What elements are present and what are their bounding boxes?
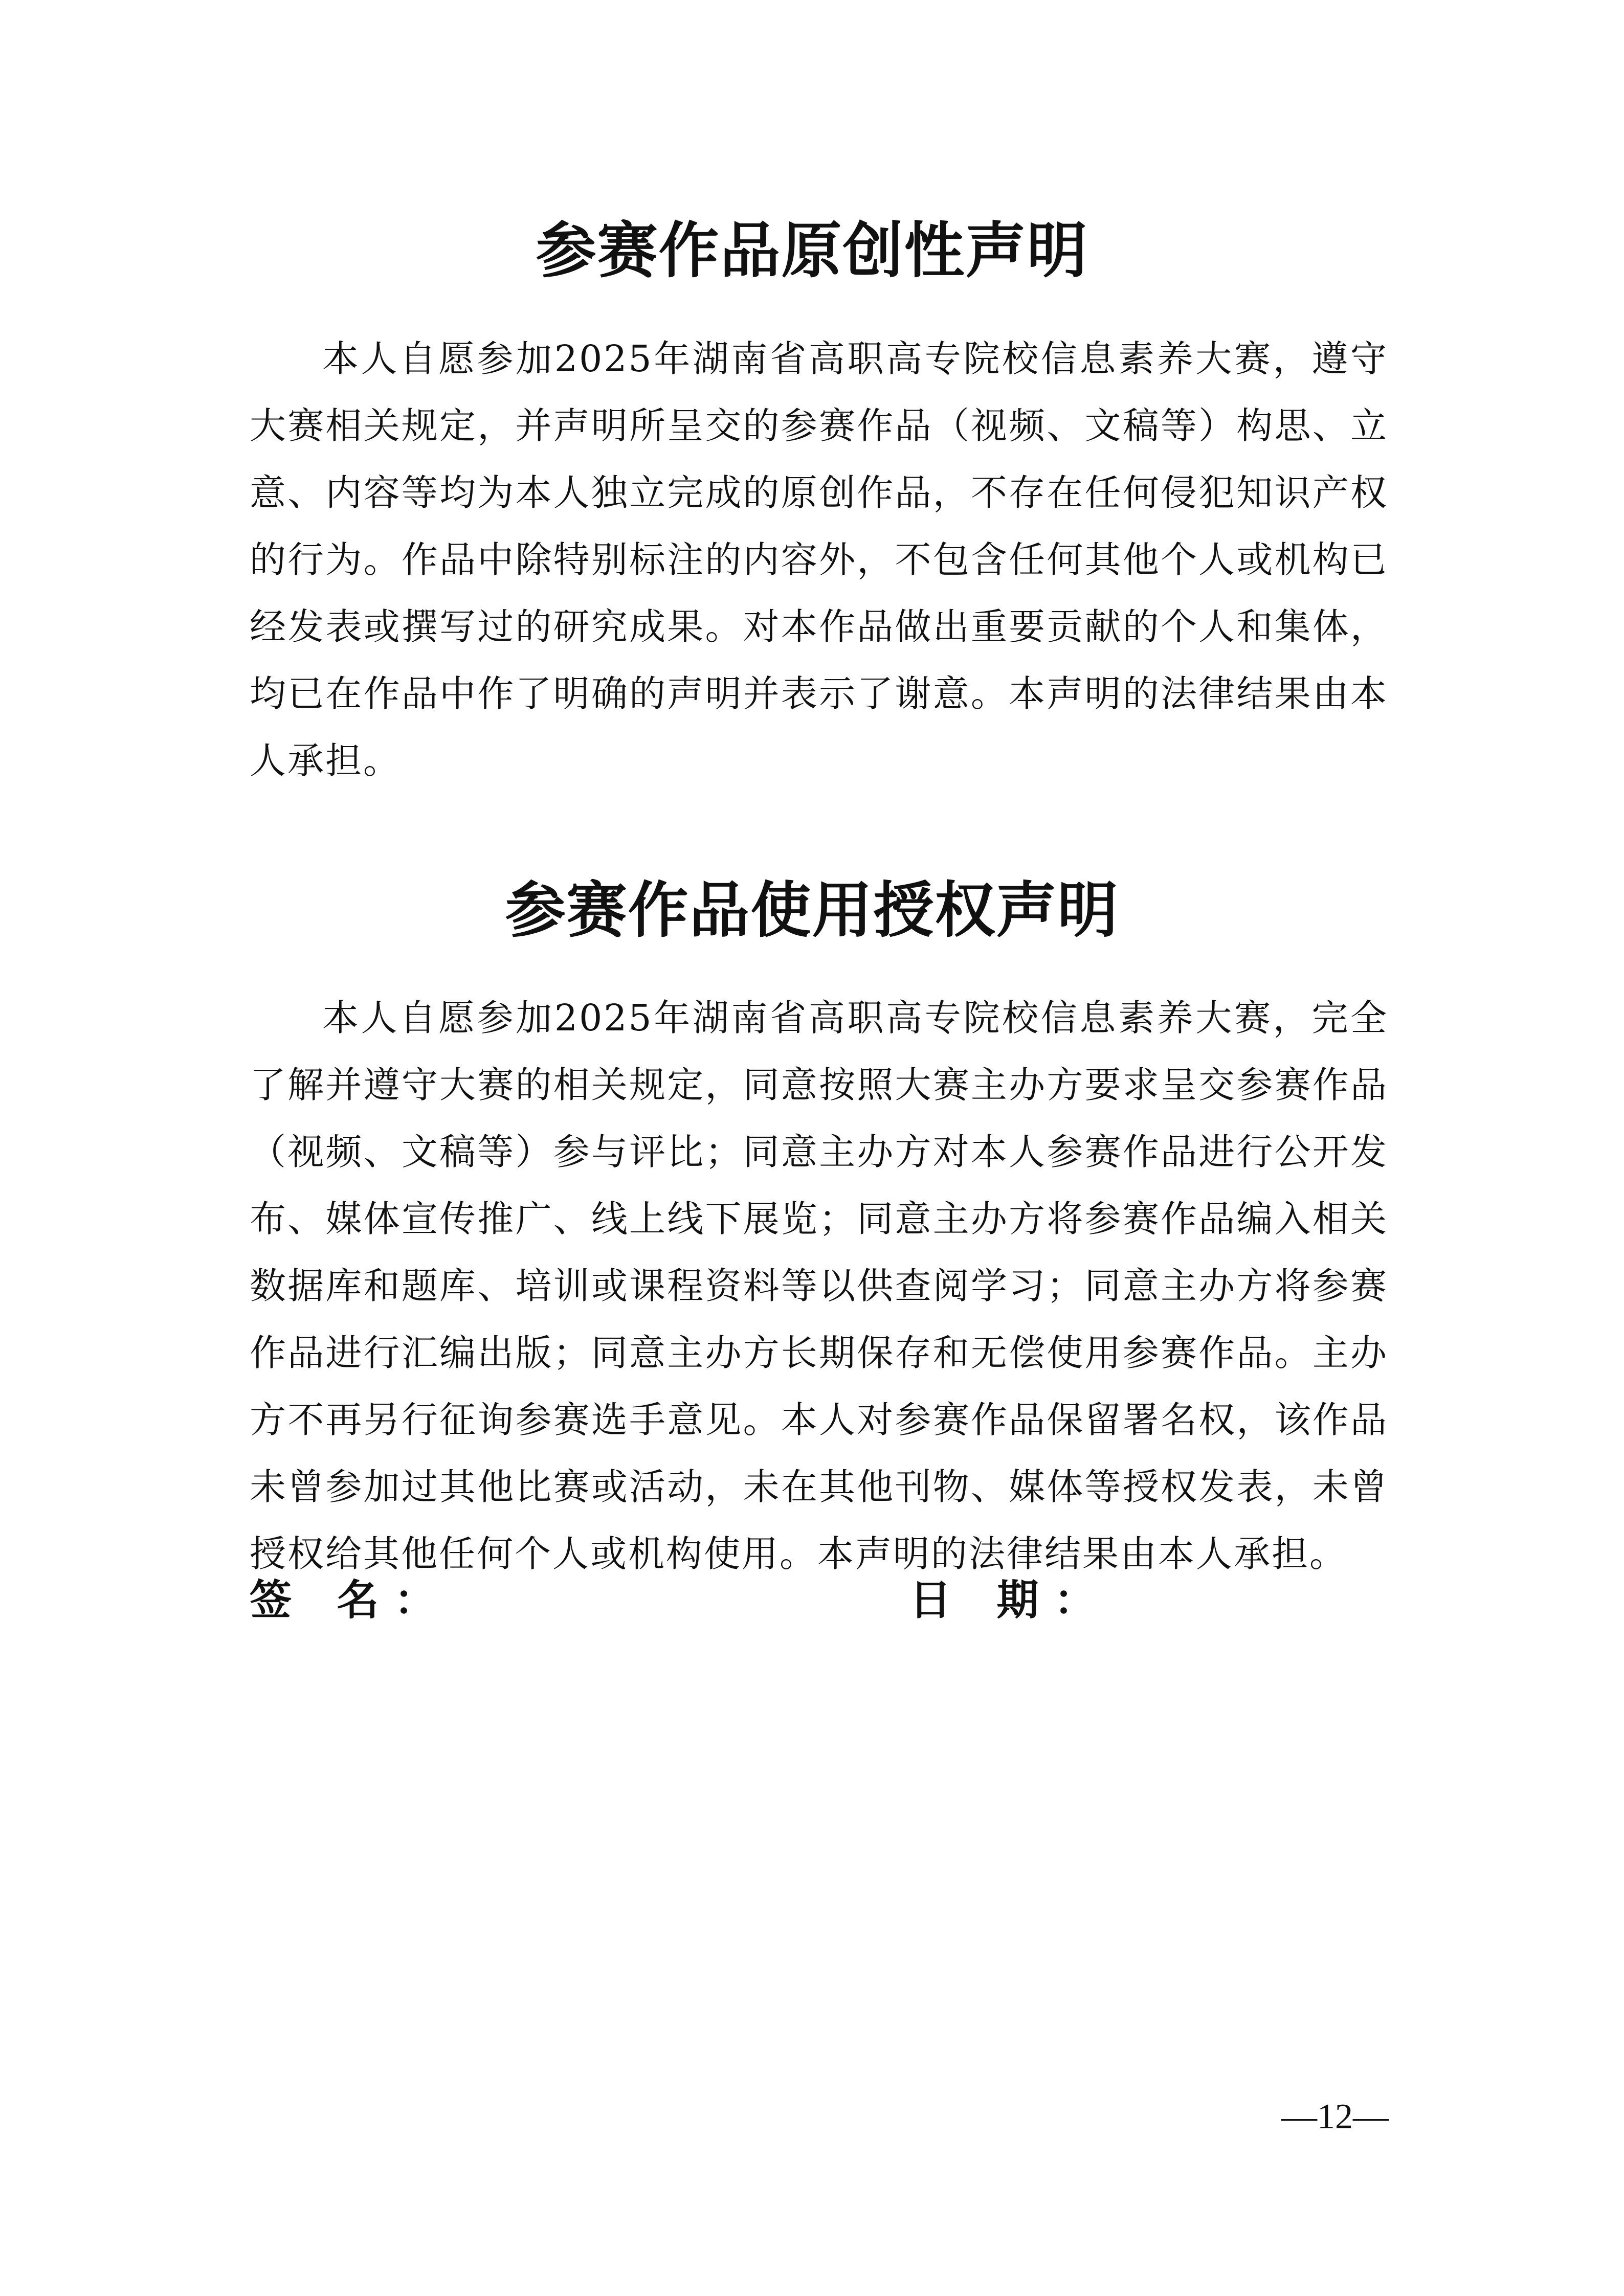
page-number: —12— bbox=[1281, 2097, 1389, 2136]
signature-row bbox=[250, 1570, 1388, 1631]
originality-declaration-text: 本人自愿参加2025年湖南省高职高专院校信息素养大赛，遵守大赛相关规定，并声明所呈交的参赛作品（视频、文稿等）构思、立意、内容等均为本人独立完成的原创作品，不存在任何侵犯知识产权的行为。作品中除特别标注的内容外，不包含任何其他个人或机构已经发表或撰写过的研究成果。对本作品做出重要贡献的个人和集体，均已在作品中作了明确的声明并表示了谢意。本声明的法律结果由本人承担。 bbox=[250, 337, 1388, 782]
signature-label: 签 名： bbox=[250, 1576, 452, 1625]
usage-authorization-text: 本人自愿参加2025年湖南省高职高专院校信息素养大赛，完全了解并遵守大赛的相关规定，同意按照大赛主办方要求呈交参赛作品（视频、文稿等）参与评比；同意主办方对本人参赛作品进行公开发布、媒体宣传推广、线上线下展览；同意主办方将参赛作品编入相关数据库和题库、培训或课程资料等以供查阅学习；同意主办方将参赛作品进行汇编出版；同意主办方长期保存和无偿使用参赛作品。主办方不再另行征询参赛选手意见。本人对参赛作品保留署名权，该作品未曾参加过其他比赛或活动，未在其他刊物、媒体等授权发表，未曾授权给其他任何个人或机构使用。本声明的法律结果由本人承担。 bbox=[250, 997, 1388, 1575]
usage-authorization-title: 参赛作品使用授权声明 bbox=[505, 874, 1119, 946]
originality-declaration-title: 参赛作品原创性声明 bbox=[536, 215, 1088, 286]
date-label: 日 期： bbox=[909, 1576, 1111, 1625]
